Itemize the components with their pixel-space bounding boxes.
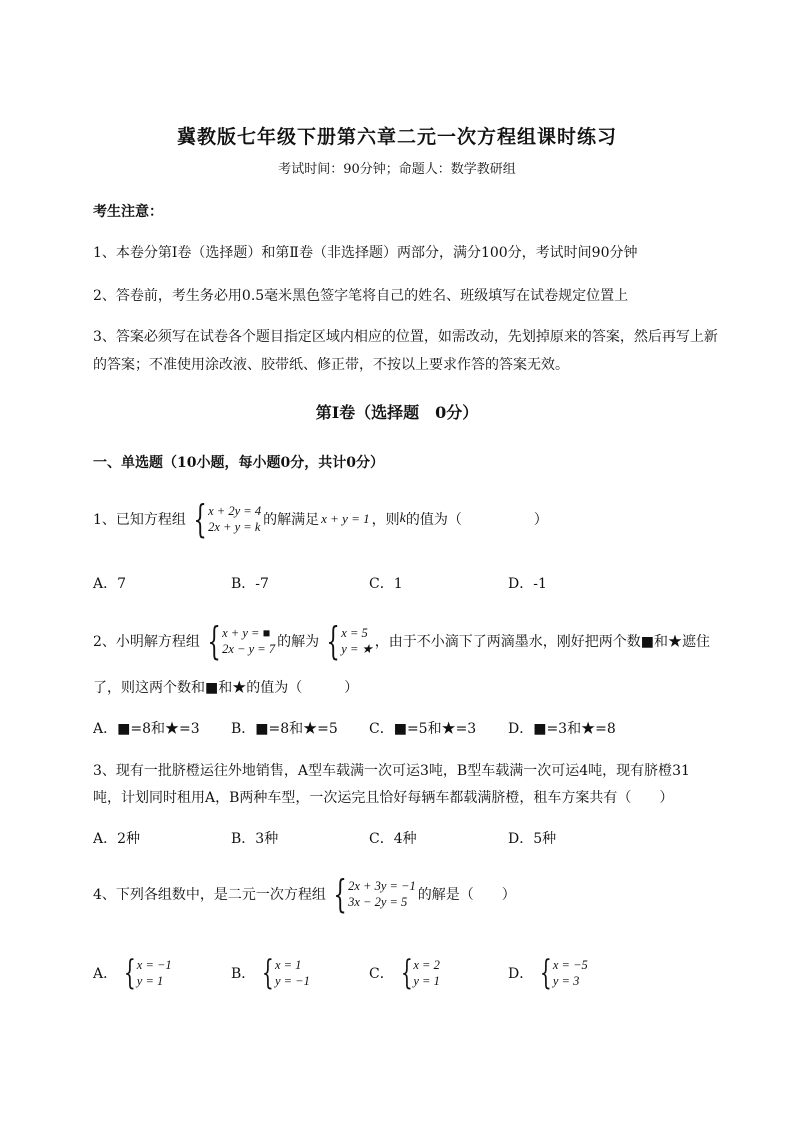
brace-icon: { bbox=[400, 953, 413, 993]
equation: 2x + 3y = −1 bbox=[348, 879, 416, 893]
equation-system bbox=[188, 497, 262, 541]
exam-info: 考试时间：90分钟；命题人：数学教研组 bbox=[278, 162, 516, 177]
part-heading: 一、单选题（10小题，每小题0分，共计0分） bbox=[93, 455, 384, 471]
option-label: C． bbox=[369, 966, 394, 982]
equation: x + 2y = 4 bbox=[208, 504, 262, 518]
solution: x = −5 bbox=[552, 958, 588, 972]
option-a[interactable] bbox=[93, 953, 174, 993]
brace-icon: { bbox=[193, 497, 207, 541]
solution: x = −1 bbox=[136, 958, 172, 972]
brace-icon: { bbox=[326, 619, 340, 663]
page-title: 冀教版七年级下册第六章二元一次方程组课时练习 bbox=[176, 126, 617, 148]
equation-system bbox=[328, 872, 416, 916]
option-b[interactable]: B．-7 bbox=[231, 576, 269, 592]
option-a[interactable]: A．2种 bbox=[93, 831, 141, 847]
solution: y = 3 bbox=[552, 974, 580, 988]
question-1-prefix: 1、已知方程组 bbox=[93, 512, 186, 528]
option-d[interactable]: D．5种 bbox=[508, 831, 557, 847]
solution: x = 5 bbox=[341, 626, 368, 640]
condition: x + y = 1 bbox=[321, 511, 370, 526]
notice-heading: 考生注意： bbox=[93, 204, 163, 220]
option-d[interactable]: D．■=3和★=8 bbox=[508, 721, 616, 737]
solution-system bbox=[321, 619, 373, 663]
brace-icon: { bbox=[123, 953, 136, 993]
solution: x = 1 bbox=[274, 958, 302, 972]
section-title: 第I卷（选择题 0分） bbox=[315, 403, 479, 422]
question-1-mid: 的解满足 bbox=[263, 512, 320, 528]
option-b[interactable]: B．■=8和★=5 bbox=[231, 721, 338, 737]
option-d[interactable] bbox=[508, 953, 590, 993]
variable: k bbox=[399, 511, 406, 526]
question-4 bbox=[93, 872, 516, 916]
question-2-suffix: ，由于不小滴下了两滴墨水，刚好把两个数■和★遮住 bbox=[374, 634, 710, 650]
question-4-suffix: 的解是（ ） bbox=[417, 887, 516, 903]
solution: y = −1 bbox=[274, 974, 310, 988]
solution: y = 1 bbox=[136, 974, 164, 988]
question-2-mid: 的解为 bbox=[277, 634, 320, 650]
notice-item-1: 1、本卷分第I卷（选择题）和第Ⅱ卷（非选择题）两部分，满分100分，考试时间90分钟 bbox=[93, 245, 638, 261]
equation: 2x − y = 7 bbox=[222, 642, 276, 656]
brace-icon: { bbox=[333, 872, 347, 916]
option-c[interactable]: C．4种 bbox=[369, 831, 417, 847]
option-c[interactable]: C．■=5和★=3 bbox=[369, 721, 477, 737]
option-a[interactable]: A．■=8和★=3 bbox=[93, 721, 200, 737]
equation-system bbox=[202, 619, 276, 663]
question-3-line-2: 吨，计划同时租用A，B两种车型，一次运完且恰好每辆车都载满脐橙，租车方案共有（ ） bbox=[93, 790, 674, 806]
solution: y = ★ bbox=[341, 642, 373, 656]
question-3-line-1: 3、现有一批脐橙运往外地销售，A型车载满一次可运3吨，B型车载满一次可运4吨，现有脐橙31 bbox=[93, 763, 690, 779]
brace-icon: { bbox=[262, 953, 275, 993]
question-2 bbox=[93, 619, 710, 663]
question-4-prefix: 4、下列各组数中，是二元一次方程组 bbox=[93, 887, 326, 903]
question-2-line-2: 了，则这两个数和■和★的值为（ ） bbox=[93, 680, 359, 696]
option-b[interactable]: B．3种 bbox=[231, 831, 279, 847]
option-a[interactable]: A．7 bbox=[93, 576, 127, 592]
option-label: D． bbox=[508, 966, 534, 982]
equation: x + y = ■ bbox=[222, 626, 271, 640]
question-1-suffix: 的值为（ bbox=[405, 512, 462, 528]
brace-icon: { bbox=[540, 953, 553, 993]
question-1-mid2: ，则 bbox=[371, 512, 400, 528]
option-label: A． bbox=[93, 966, 118, 982]
option-label: B． bbox=[231, 966, 256, 982]
option-b[interactable] bbox=[231, 953, 312, 993]
solution: x = 2 bbox=[413, 958, 440, 972]
option-c[interactable] bbox=[369, 953, 442, 993]
brace-icon: { bbox=[207, 619, 221, 663]
question-1 bbox=[93, 497, 548, 541]
notice-item-2: 2、答卷前，考生务必用0.5毫米黑色签字笔将自己的姓名、班级填写在试卷规定位置上 bbox=[93, 288, 629, 304]
solution: y = 1 bbox=[413, 974, 440, 988]
equation: 3x − 2y = 5 bbox=[348, 895, 408, 909]
question-2-prefix: 2、小明解方程组 bbox=[93, 634, 200, 650]
equation: 2x + y = k bbox=[208, 520, 261, 534]
question-1-close: ） bbox=[533, 512, 548, 528]
notice-item-3-continued: 的答案；不准使用涂改液、胶带纸、修正带，不按以上要求作答的答案无效。 bbox=[93, 357, 569, 373]
notice-item-3: 3、答案必须写在试卷各个题目指定区域内相应的位置，如需改动，先划掉原来的答案，然后再写上新 bbox=[93, 329, 718, 345]
option-d[interactable]: D．-1 bbox=[508, 576, 547, 592]
option-c[interactable]: C．1 bbox=[369, 576, 403, 592]
